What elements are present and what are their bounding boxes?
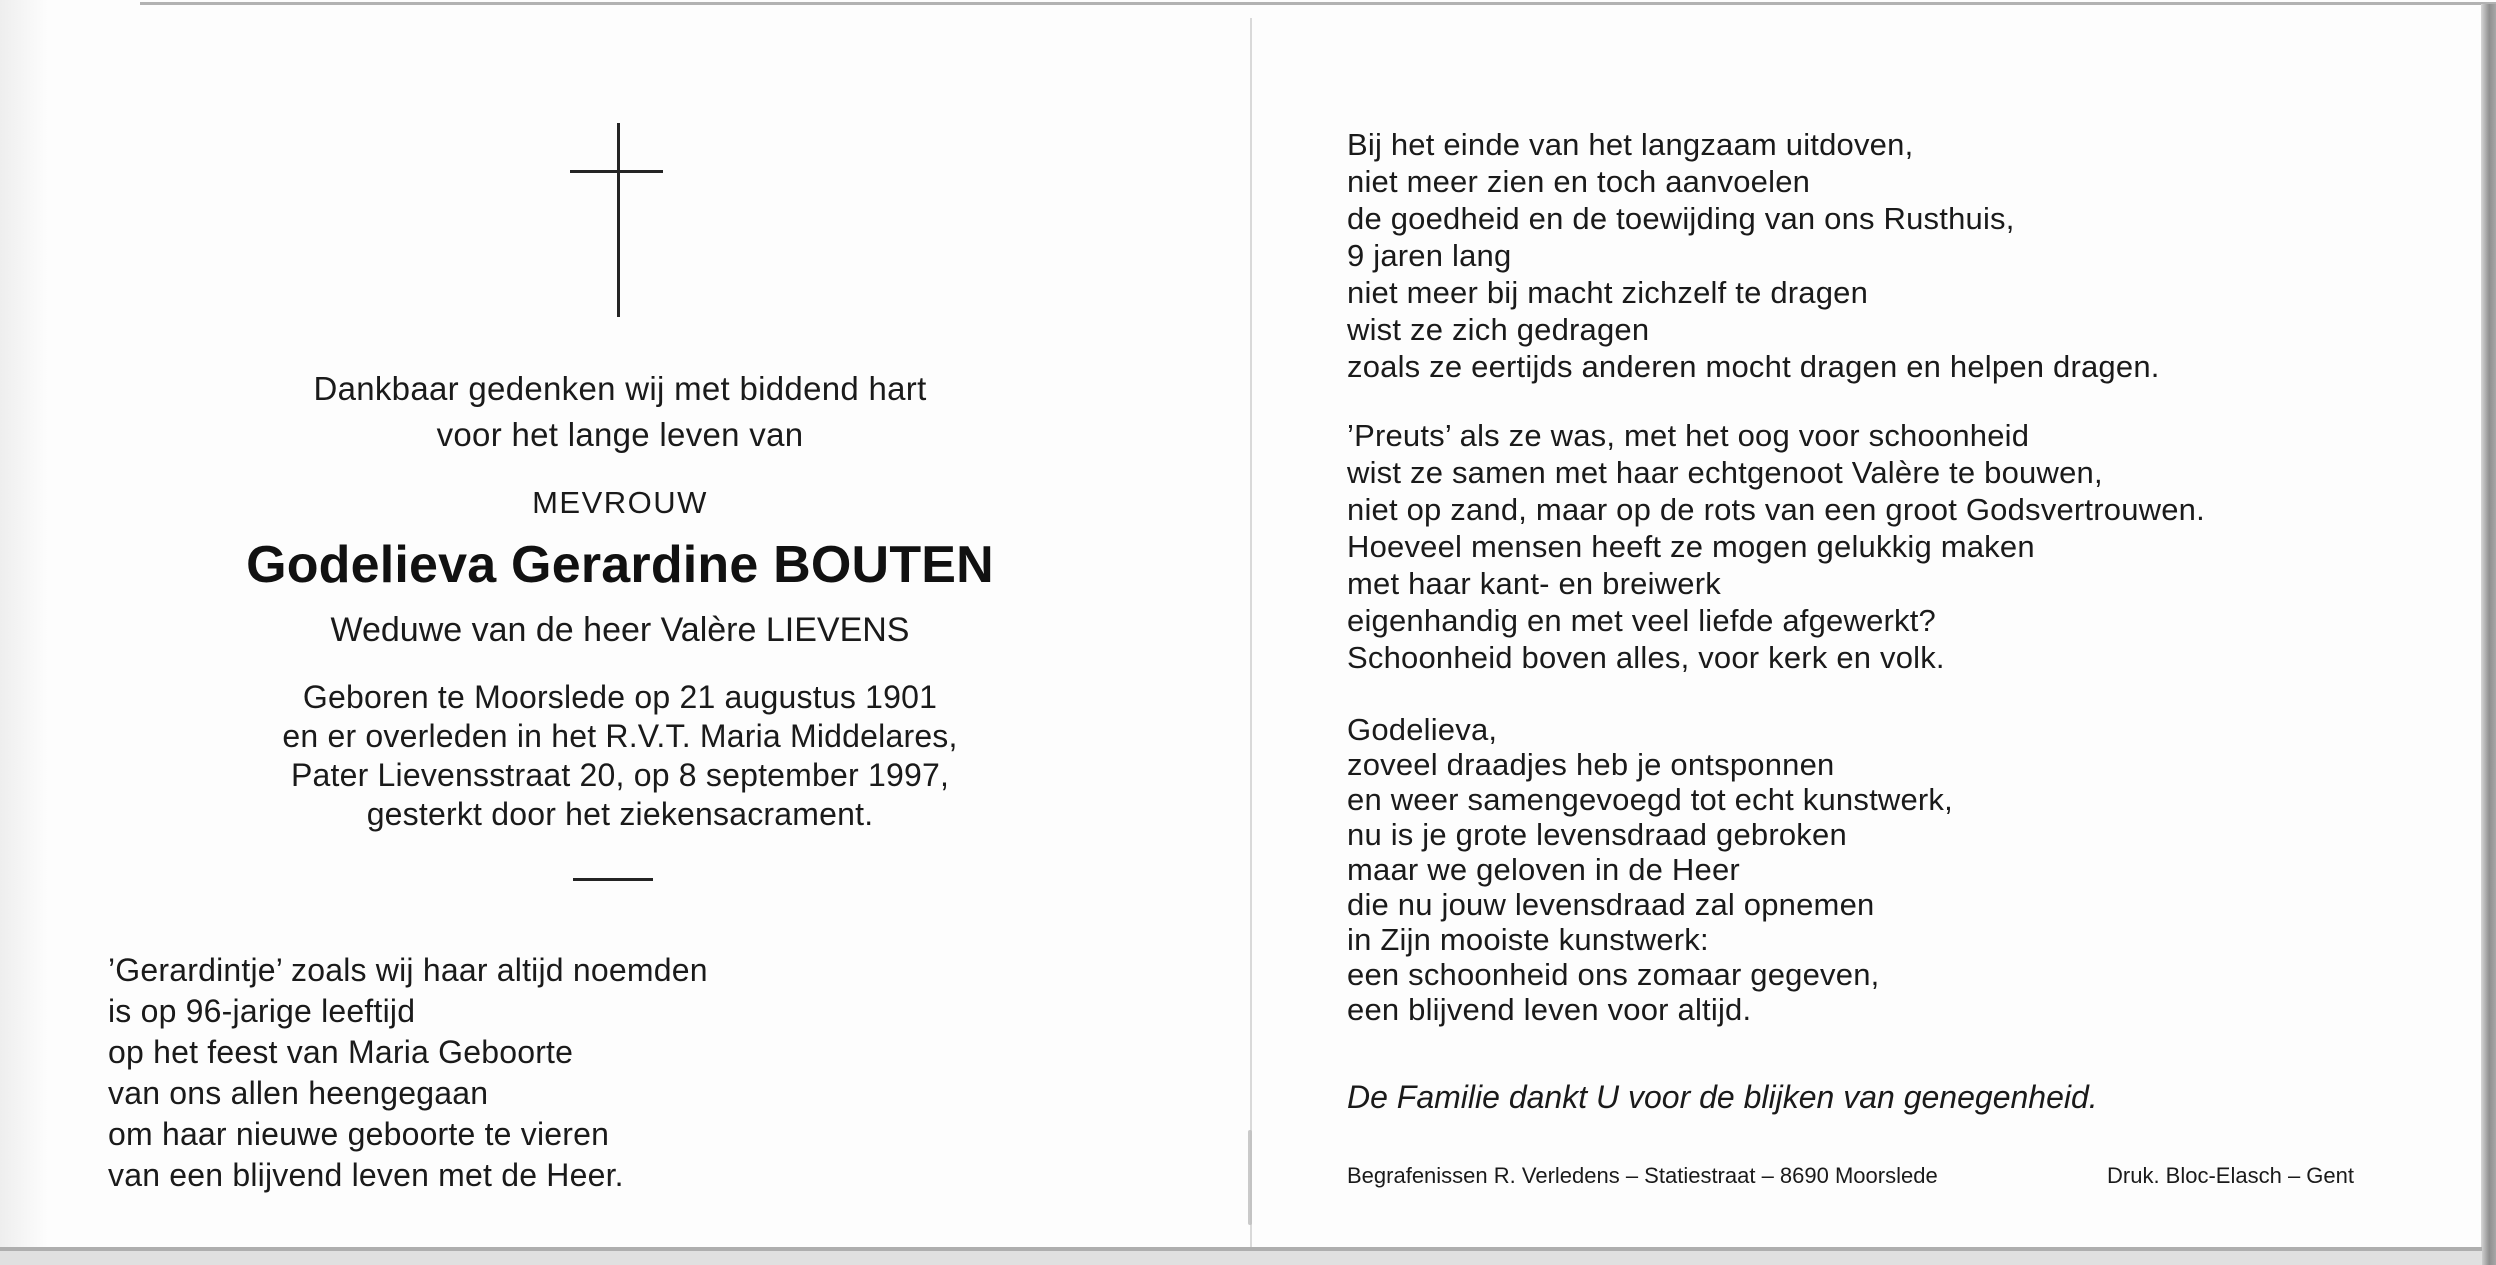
page-fold-smudge bbox=[1248, 1130, 1252, 1225]
eulogy-line: een schoonheid ons zomaar gegeven, bbox=[1347, 957, 1880, 992]
vitals-line: en er overleden in het R.V.T. Maria Middelares, bbox=[282, 718, 958, 754]
eulogy-line: niet meer bij macht zichzelf te dragen bbox=[1347, 275, 1869, 310]
eulogy-line: nu is je grote levensdraad gebroken bbox=[1347, 817, 1847, 852]
intro-line: voor het lange leven van bbox=[436, 416, 804, 453]
eulogy-line: en weer samengevoegd tot echt kunstwerk, bbox=[1347, 782, 1953, 817]
eulogy-line: niet op zand, maar op de rots van een groot Godsvertrouwen. bbox=[1347, 492, 2205, 527]
eulogy-line: met haar kant- en breiwerk bbox=[1347, 566, 1721, 601]
eulogy-line: Godelieva, bbox=[1347, 712, 1498, 747]
scan-edge-right bbox=[2481, 4, 2496, 1265]
eulogy-line: in Zijn mooiste kunstwerk: bbox=[1347, 922, 1709, 957]
scan-edge-top bbox=[140, 2, 2496, 5]
eulogy-line: een blijvend leven voor altijd. bbox=[1347, 992, 1752, 1027]
undertaker-credit: Begrafenissen R. Verledens – Statiestraat – 8690 Moorslede bbox=[1347, 1163, 1938, 1188]
deceased-name: Godelieva Gerardine BOUTEN bbox=[246, 536, 994, 594]
memorial-line: ’Gerardintje’ zoals wij haar altijd noemden bbox=[108, 952, 708, 988]
eulogy-line: niet meer zien en toch aanvoelen bbox=[1347, 164, 1811, 199]
eulogy-line: zoals ze eertijds anderen mocht dragen en helpen dragen. bbox=[1347, 349, 2160, 384]
eulogy-line: Hoeveel mensen heeft ze mogen gelukkig maken bbox=[1347, 529, 2035, 564]
eulogy-line: 9 jaren lang bbox=[1347, 238, 1512, 273]
scanner-background-strip bbox=[0, 1251, 2482, 1265]
eulogy-line: wist ze samen met haar echtgenoot Valère te bouwen, bbox=[1347, 455, 2103, 490]
eulogy-paragraph-3 bbox=[1347, 712, 2467, 1027]
vitals-line: Pater Lievensstraat 20, op 8 september 1997, bbox=[290, 757, 950, 793]
section-divider bbox=[573, 878, 653, 881]
memorial-text bbox=[108, 950, 1208, 1196]
page-fold bbox=[1250, 18, 1252, 1247]
intro-text bbox=[0, 366, 1240, 458]
widow-line: Weduwe van de heer Valère LIEVENS bbox=[330, 611, 910, 649]
vitals-line: gesterkt door het ziekensacrament. bbox=[366, 796, 874, 832]
eulogy-line: wist ze zich gedragen bbox=[1347, 312, 1650, 347]
birth-death-text bbox=[0, 678, 1240, 834]
eulogy-line: de goedheid en de toewijding van ons Rusthuis, bbox=[1347, 201, 2015, 236]
honorific: MEVROUW bbox=[532, 485, 708, 520]
memorial-line: van ons allen heengegaan bbox=[108, 1075, 489, 1111]
eulogy-line: Bij het einde van het langzaam uitdoven, bbox=[1347, 127, 1914, 162]
eulogy-line: die nu jouw levensdraad zal opnemen bbox=[1347, 887, 1875, 922]
eulogy-line: eigenhandig en met veel liefde afgewerkt? bbox=[1347, 603, 1936, 638]
eulogy-line: Schoonheid boven alles, voor kerk en volk. bbox=[1347, 640, 1945, 675]
intro-line: Dankbaar gedenken wij met biddend hart bbox=[313, 370, 927, 407]
vitals-line: Geboren te Moorslede op 21 augustus 1901 bbox=[302, 679, 938, 715]
memorial-line: om haar nieuwe geboorte te vieren bbox=[108, 1116, 610, 1152]
memorial-line: van een blijvend leven met de Heer. bbox=[108, 1157, 624, 1193]
eulogy-line: maar we geloven in de Heer bbox=[1347, 852, 1740, 887]
eulogy-line: ’Preuts’ als ze was, met het oog voor schoonheid bbox=[1347, 418, 2030, 453]
eulogy-paragraph-2 bbox=[1347, 417, 2467, 676]
eulogy-paragraph-1 bbox=[1347, 126, 2467, 385]
printer-credit: Druk. Bloc-Elasch – Gent bbox=[2107, 1163, 2354, 1188]
memorial-line: is op 96-jarige leeftijd bbox=[108, 993, 416, 1029]
eulogy-line: zoveel draadjes heb je ontsponnen bbox=[1347, 747, 1835, 782]
family-thanks-line: De Familie dankt U voor de blijken van genegenheid. bbox=[1347, 1079, 2098, 1115]
memorial-line: op het feest van Maria Geboorte bbox=[108, 1034, 574, 1070]
